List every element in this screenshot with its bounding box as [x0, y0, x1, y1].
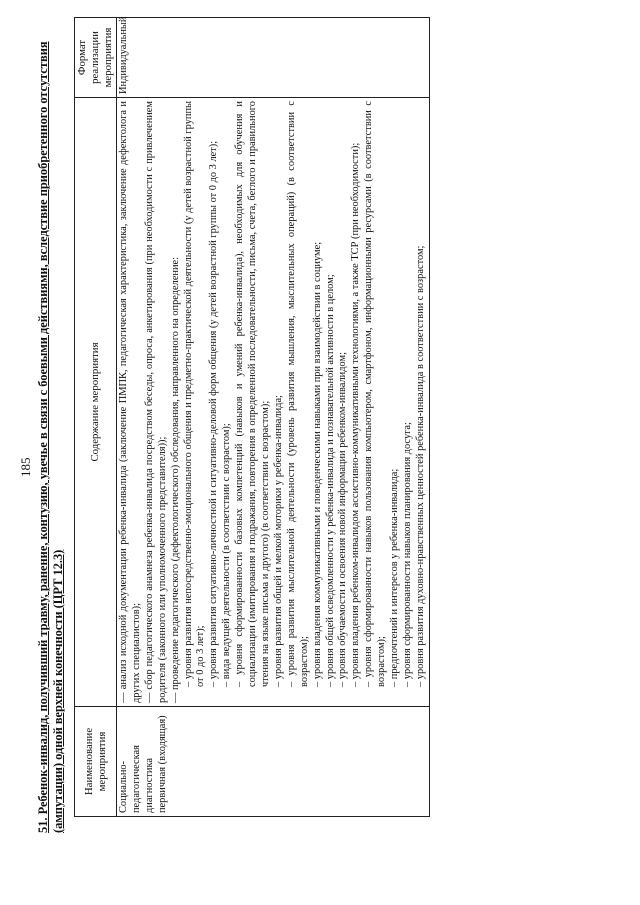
content-item: – уровня сформированности навыков планирования досуга; — [401, 422, 413, 687]
content-item: – уровня развития ситуативно-личностной и ситуативно-деловой форм общения (у детей возрастной группы от 0 до 3 лет); — [208, 140, 220, 687]
content-item: – уровня владения коммуникативными и поведенческими навыками при взаимодействии в социуме; — [311, 241, 323, 687]
table-row — [117, 18, 430, 817]
activity-format-cell: Индивидуальный — [117, 18, 430, 98]
content-item: – предпочтений и интересов у ребенка-инвалида; — [389, 468, 401, 687]
content-item: – уровня обучаемости и освоения новой информации ребенком-инвалидом; — [337, 352, 349, 687]
content-item: – уровня развития общей и мелкой моторики у ребенка-инвалида; — [272, 395, 284, 687]
content-item: – уровня развития мыслительной деятельности (уровень развития мышления, мыслительных операций) (в соответствии с возрастом); — [285, 101, 310, 687]
activity-name-cell: Социально-педагогическая диагностика первичная (входящая) — [117, 707, 430, 817]
content-item: – уровня общей осведомленности у ребенка-инвалида и познавательной активности в целом; — [324, 274, 336, 687]
content-item: – уровня владения ребенком-инвалидом ассистивно-коммуникативными технологиями, а также ТСР (при необходимости); — [350, 142, 362, 687]
page-number: 185 — [18, 457, 33, 477]
section-heading: 51. Ребенок-инвалид, получивший травму, ранение, контузию, увечье в связи с боевыми действиями, вследствие приобретенного отсутствия (ампутации) одной верхней конечности (ЦРТ 12.3) — [36, 41, 65, 833]
content-item: – уровня развития духовно-нравственных ценностей ребенка-инвалида в соответствии с возрастом; — [414, 245, 426, 687]
content-item: — анализ исходной документации ребенка-инвалида (заключение ПМПК, педагогическая характеристика, заключение дефектолога и других специалистов); — [118, 101, 142, 703]
content-item: – уровня сформированности базовых компетенций (навыков и умений ребенка-инвалида), необходимых для обучения и социализации (имитирования и подражания, повторения в определенной последовательности, письма, счета, беглого и правильного чтения на языке письма и другого) (в соответствии с возрастом); — [234, 101, 271, 687]
content-list — [118, 101, 428, 703]
content-item: – вида ведущей деятельности (в соответствии с возрастом); — [221, 423, 233, 687]
content-item: — сбор педагогического анамнеза ребенка-инвалида посредством беседы, опроса, анкетирования (при необходимости с привлечением родителя (законного или уполномоченного представителя)); — [143, 101, 168, 703]
header-activity-content: Содержание мероприятия — [75, 98, 117, 707]
content-item: — проведение педагогического (дефектологического) обследования, направленного на определение: — [169, 256, 181, 703]
content-item: – уровня сформированности навыков пользования компьютером, смартфоном, информационными ресурсами (в соответствии с возрастом); — [363, 101, 388, 687]
header-activity-name: Наименование мероприятия — [75, 707, 117, 817]
content-item: – уровня развития непосредственно-эмоционального общения и предметно-практической деятельности (у детей возрастной группы от 0 до 3 лет); — [182, 101, 207, 687]
activity-table — [74, 17, 430, 817]
activity-content-cell — [117, 98, 430, 707]
header-activity-format: Формат реализации мероприятия — [75, 18, 117, 98]
table-header-row — [75, 18, 117, 817]
